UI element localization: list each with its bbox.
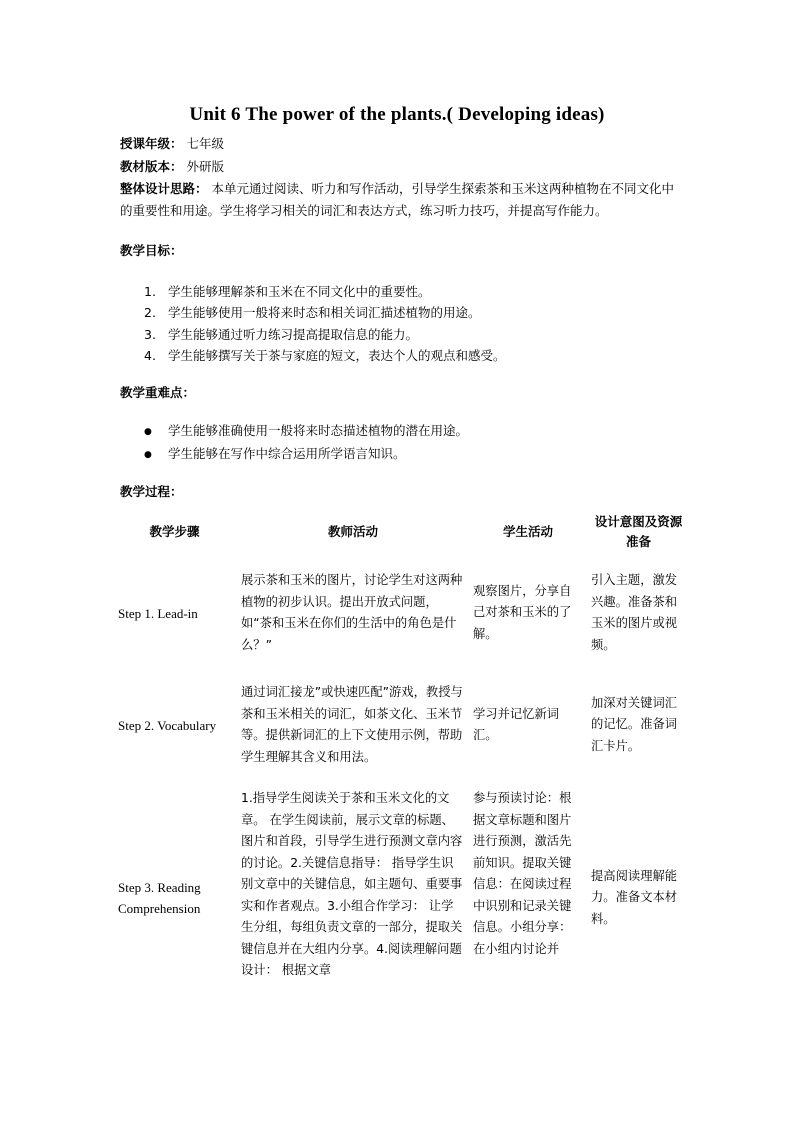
edition-label: 教材版本： [120,159,183,174]
grade-value: 七年级 [186,136,225,151]
column-header: 学生活动 [502,524,553,539]
teacher-activity-cell: 展示茶和玉米的图片，讨论学生对这两种植物的初步认识。提出开放式问题，如“茶和玉米在你们的生活中的角色是什么？” [241,573,463,652]
table-row [112,668,690,782]
process-table [112,506,690,1014]
column-header: 教学步骤 [149,524,200,539]
grade-label: 授课年级： [120,136,183,151]
key-points-heading: 教学重难点： [120,385,196,400]
list-item: ● 学生能够在写作中综合运用所学语言知识。 [144,443,468,466]
edition-value: 外研版 [186,159,225,174]
purpose-cell: 引入主题，激发兴趣。准备茶和玉米的图片或视频。 [591,573,678,652]
student-activity-cell: 学习并记忆新词汇。 [473,706,560,742]
step-cell: Step 2. Vocabulary [118,717,217,733]
table-row [112,782,690,1014]
list-item: ● 学生能够准确使用一般将来时态描述植物的潜在用途。 [144,420,468,443]
table-row [112,558,690,668]
bullet-icon: ● [144,427,152,437]
step-cell: Step 3. Reading Comprehension [118,880,201,916]
edition-line [120,156,224,178]
grade-line [120,133,224,155]
list-item: 4. 学生能够撰写关于茶与家庭的短文，表达个人的观点和感受。 [144,347,506,363]
teacher-activity-cell: 1.指导学生阅读关于茶和玉米文化的文章。 在学生阅读前，展示文章的标题、图片和首段，引导学生进行预测文章内容的讨论。2.关键信息指导： 指导学生识别文章中的关键信息，如主题句、重要事实和作者观点。3.小组合作学习： 让学生分组，每组负责文章的一部分，提取关键信息并在大组内分享。4.阅读理解问题设计： 根据文章 [241,791,463,977]
teacher-activity-cell: 通过词汇接龙”或快速匹配”游戏，教授与茶和玉米相关的词汇，如茶文化、玉米节等。提供新词汇的上下文使用示例，帮助学生理解其含义和用法。 [241,685,463,764]
table-header-row [112,506,690,558]
design-label: 整体设计思路： [120,181,208,196]
design-paragraph [120,178,685,222]
purpose-cell: 提高阅读理解能力。准备文本材料。 [591,868,678,926]
purpose-cell: 加深对关键词汇的记忆。准备词汇卡片。 [591,695,678,753]
step-cell: Step 1. Lead-in [118,605,198,621]
key-points-list [144,420,468,466]
student-activity-cell: 参与预读讨论：根据文章标题和图片进行预测，激活先前知识。提取关键信息：在阅读过程中识别和记录关键信息。小组分享： 在小组内讨论并 [473,791,572,956]
list-item: 1. 学生能够理解茶和玉米在不同文化中的重要性。 [144,284,431,299]
document-title: Unit 6 The power of the plants.( Developing ideas) [189,104,605,125]
objectives-list [144,281,506,366]
column-header: 教师活动 [327,524,378,539]
list-item: 2. 学生能够使用一般将来时态和相关词汇描述植物的用途。 [144,305,481,321]
list-item: 3. 学生能够通过听力练习提高提取信息的能力。 [144,326,419,342]
objectives-heading: 教学目标： [120,243,183,258]
process-heading: 教学过程： [120,484,183,499]
design-text: 本单元通过阅读、听力和写作活动，引导学生探索茶和玉米这两种植物在不同文化中的重要性和用途。学生将学习相关的词汇和表达方式，练习听力技巧，并提高写作能力。 [120,181,675,218]
student-activity-cell: 观察图片，分享自己对茶和玉米的了解。 [473,583,572,641]
column-header: 设计意图及资源准备 [594,514,683,549]
bullet-icon: ● [144,450,152,460]
